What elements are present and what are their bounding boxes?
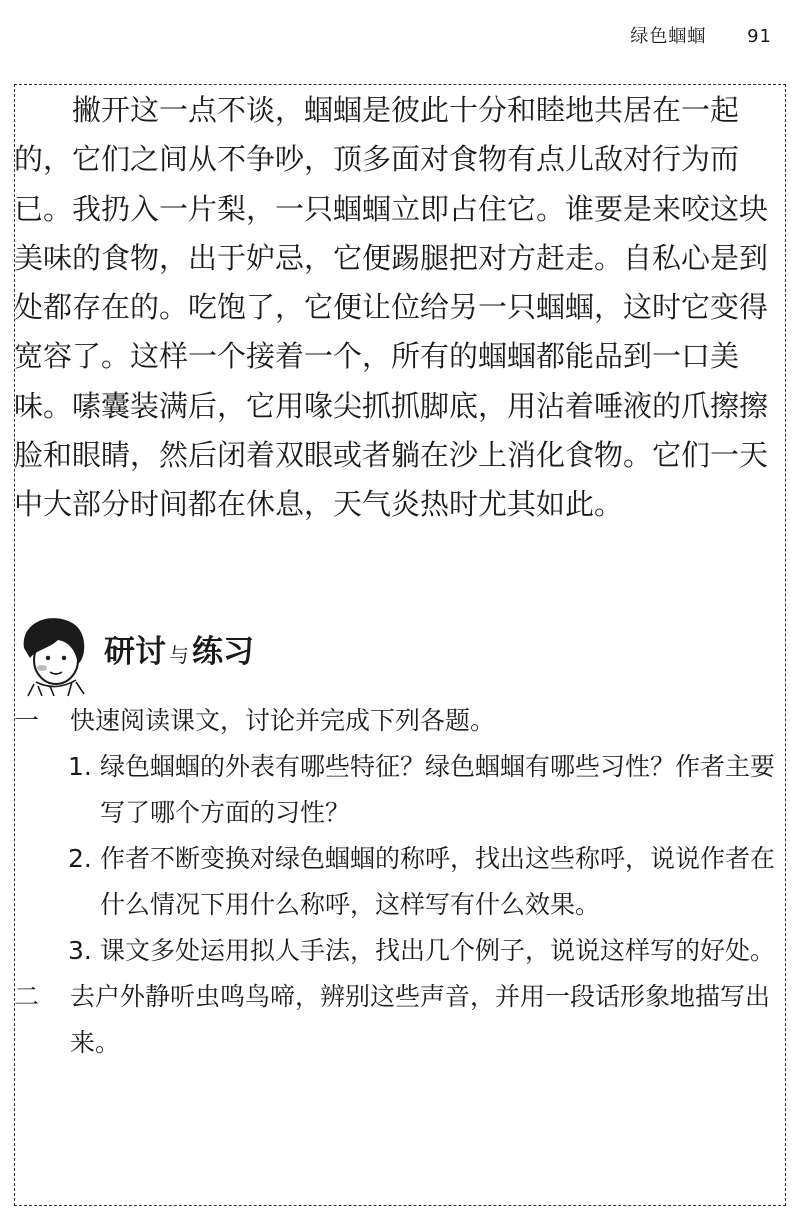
exercise-subitem <box>14 744 794 836</box>
section-title-part1: 研讨 <box>104 634 166 670</box>
page-number: 91 <box>747 26 772 47</box>
exercise-subitem <box>14 836 794 928</box>
subitem-number: 2. <box>68 844 92 873</box>
section-title-part2: 练习 <box>192 634 254 670</box>
subitem-text: 绿色蝈蝈的外表有哪些特征？绿色蝈蝈有哪些习性？作者主要写了哪个方面的习性？ <box>100 752 776 827</box>
subitem-text: 作者不断变换对绿色蝈蝈的称呼，找出这些称呼，说说作者在什么情况下用什么称呼，这样写有什么效果。 <box>100 844 776 919</box>
exercise-list <box>14 698 794 1066</box>
subitem-text: 课文多处运用拟人手法，找出几个例子，说说这样写的好处。 <box>100 936 776 965</box>
exercise-number: 二 <box>14 982 40 1011</box>
subitem-number: 1. <box>68 752 92 781</box>
student-mascot-icon <box>14 612 98 698</box>
exercise-item <box>14 698 794 744</box>
exercise-item <box>14 974 794 1066</box>
exercise-number: 一 <box>14 706 40 735</box>
exercise-text: 快速阅读课文，讨论并完成下列各题。 <box>70 706 496 735</box>
running-header <box>630 22 772 48</box>
body-text <box>14 86 794 530</box>
body-paragraph: 撇开这一点不谈，蝈蝈是彼此十分和睦地共居在一起的，它们之间从不争吵，顶多面对食物有点儿敌对行为而已。我扔入一片梨，一只蝈蝈立即占住它。谁要是来咬这块美味的食物，出于妒忌，它便踢腿把对方赶走。自私心是到处都存在的。吃饱了，它便让位给另一只蝈蝈，这时它变得宽容了。这样一个接着一个，所有的蝈蝈都能品到一口美味。嗉囊装满后，它用喙尖抓抓脚底，用沾着唾液的爪擦擦脸和眼睛，然后闭着双眼或者躺在沙上消化食物。它们一天中大部分时间都在休息，天气炎热时尤其如此。 <box>14 93 769 522</box>
exercise-subitem <box>14 928 794 974</box>
section-title-connector: 与 <box>169 643 189 667</box>
exercise-text: 去户外静听虫鸣鸟啼，辨别这些声音，并用一段话形象地描写出来。 <box>70 982 771 1057</box>
subitem-number: 3. <box>68 936 92 965</box>
section-header <box>14 612 414 698</box>
header-title: 绿色蝈蝈 <box>630 26 707 47</box>
section-title <box>104 626 254 671</box>
